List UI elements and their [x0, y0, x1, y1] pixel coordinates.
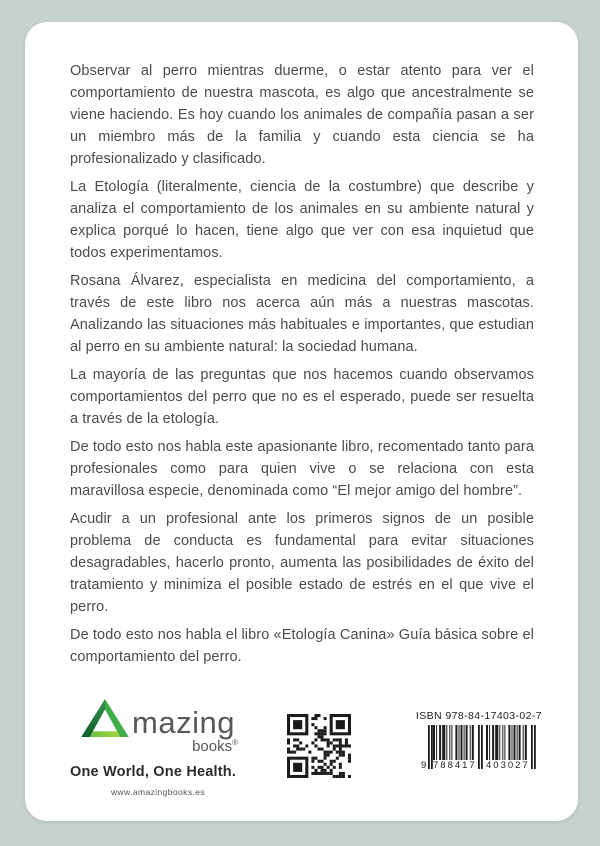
- brand-sub-name: [68, 738, 248, 755]
- isbn-label: ISBN 978-84-17403-02-7: [415, 710, 543, 722]
- synopsis-text: [70, 60, 534, 674]
- barcode-digit-group: 788417: [433, 760, 477, 771]
- synopsis-paragraph: Acudir a un profesional ante los primeros signos de un posible problema de conducta es fundamental para evitar situaciones desagradables, hacerlo pronto, aumenta las posibilidades de éxito del tratamiento y minimiza el posible estado de estrés en el que vive el perro.: [70, 511, 534, 615]
- synopsis-paragraph: Observar al perro mientras duerme, o estar atento para ver el comportamiento de nuestra mascota, es algo que ancestralmente se viene haciendo. Es hoy cuando los animales de compañía pasan a ser un miembro más de la familia y cuando esta ciencia se ha profesionalizado y clasificado.: [70, 63, 534, 167]
- synopsis-paragraph: De todo esto nos habla este apasionante libro, recomentado tanto para profesionales como para quien vive o se relaciona con esta maravillosa especie, denominada como “El mejor amigo del hombre”.: [70, 439, 534, 499]
- brand-name: mazing: [132, 705, 235, 740]
- publisher-brand-row: [68, 698, 248, 738]
- isbn-barcode: [415, 710, 543, 771]
- synopsis-paragraph: La Etología (literalmente, ciencia de la costumbre) que describe y analiza el comportamiento de los animales en su ambiente natural y explica porqué lo hacen, tiene algo que ver con esa inquietud que todos experimentamos.: [70, 179, 534, 261]
- synopsis-paragraph: Rosana Álvarez, especialista en medicina del comportamiento, a través de este libro nos acerca aún más a nuestras mascotas. Analizando las situaciones más habituales e importantes, que estudian al perro en su ambiente natural: la sociedad humana.: [70, 273, 534, 355]
- barcode-area: [420, 725, 538, 771]
- barcode-digits: [420, 760, 538, 771]
- amazing-books-triangle-logo-icon: [80, 698, 130, 738]
- synopsis-paragraph: La mayoría de las preguntas que nos hacemos cuando observamos comportamientos del perro que no es el esperado, puede ser resuelta a través de la etología.: [70, 367, 534, 427]
- barcode-digit-group: 9: [421, 760, 427, 771]
- publisher-website: www.amazingbooks.es: [110, 787, 206, 797]
- qr-code-icon: [287, 714, 351, 778]
- publisher-logo: [68, 698, 248, 797]
- book-back-cover: [25, 22, 578, 821]
- synopsis-paragraph: De todo esto nos habla el libro «Etología Canina» Guía básica sobre el comportamiento del perro.: [70, 627, 534, 665]
- publisher-tagline: One World, One Health.: [70, 764, 237, 780]
- registered-mark: ®: [232, 738, 238, 747]
- brand-sub-label: books: [192, 738, 233, 755]
- barcode-digit-group: 403027: [486, 760, 530, 771]
